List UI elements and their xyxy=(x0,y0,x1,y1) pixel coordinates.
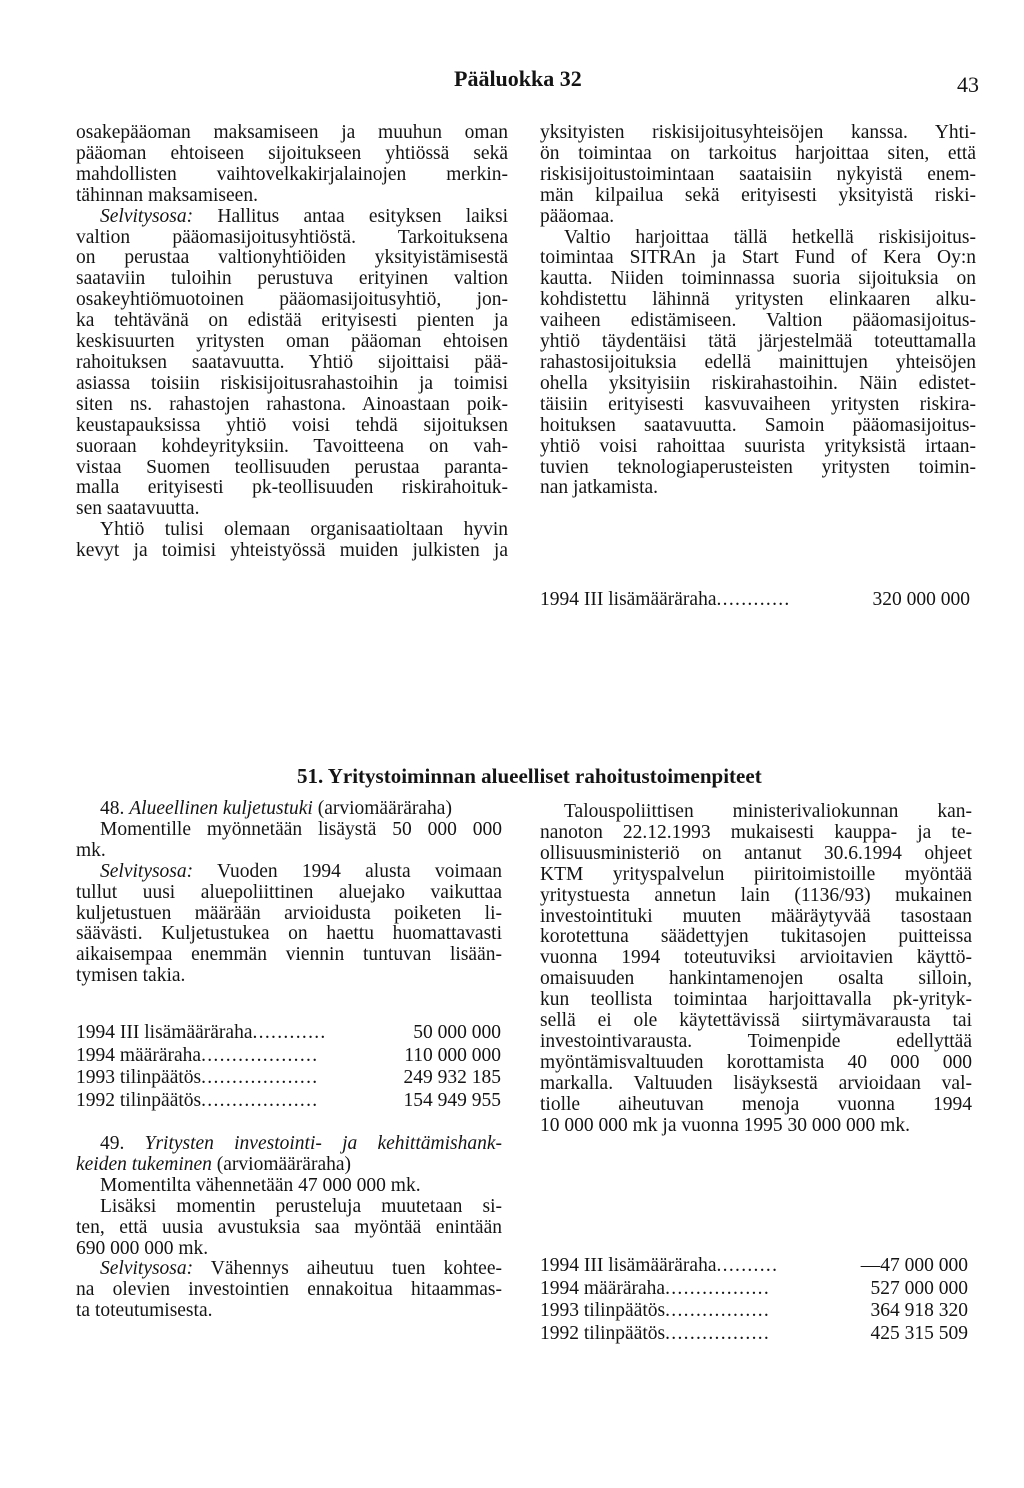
appropriation-row xyxy=(540,1278,968,1301)
appropriation-amount: 320 000 000 xyxy=(872,589,970,610)
appropriation-row xyxy=(76,1045,501,1068)
section-label: Selvitysosa: xyxy=(100,1258,194,1280)
text-line: sen saatavuutta. xyxy=(76,498,200,520)
text-line: pääoman ehtoiseen sijoitukseen yhtiössä sekä xyxy=(76,142,508,164)
text-line: Valtio harjoittaa tällä hetkellä riskisijoitus- xyxy=(564,226,976,248)
text-line: tymisen takia. xyxy=(76,965,186,987)
section-label: Selvitysosa: xyxy=(100,860,194,882)
text-line: ön toimintaa on tarkoitus harjoittaa siten, että xyxy=(540,142,976,164)
item-title xyxy=(76,1134,502,1176)
text-line: ohella yksityisiin riskirahastoihin. Näin edistet- xyxy=(540,372,976,394)
text-line: kuljetustuen määrään arvioidusta poiketen li- xyxy=(76,902,502,924)
paragraph xyxy=(540,802,972,1137)
text-line: on perustaa valtionyhtiöiden yksityistämisestä xyxy=(76,247,508,269)
text-line: osakepääoman maksamiseen ja muuhun oman xyxy=(76,122,508,143)
text-line: kautta. Niiden toiminnassa suoria sijoituksia on xyxy=(540,268,976,290)
text-line: KTM yrityspalvelun piiritoimistoille myöntää xyxy=(540,863,972,885)
text-line: hoituksen saatavuutta. Samoin pääomasijoitus- xyxy=(540,414,976,436)
item-title-text: Yritysten investointi- ja kehittämishank- xyxy=(144,1133,502,1154)
leader-dots: ................... xyxy=(201,1044,319,1066)
bottom-right-column xyxy=(540,802,972,1137)
page-header xyxy=(0,66,1024,96)
text-line: na olevien investointien ennakoitua hitaammas- xyxy=(76,1279,502,1301)
text-line: aikaisempaa enemmän viennin tuntuvan lisään- xyxy=(76,944,502,966)
paragraph xyxy=(76,1259,502,1322)
item-title-text: Alueellinen kuljetustuki xyxy=(129,798,313,819)
text-line: tiolle aiheutuvan menoja vuonna 1994 xyxy=(540,1093,972,1115)
text-line: investointivarausta. Toimenpide edellyttää xyxy=(540,1030,972,1052)
appropriation-table-49 xyxy=(540,1255,968,1345)
top-right-column xyxy=(540,123,976,499)
item-kind: (arviomääräraha) xyxy=(312,798,452,819)
text-line: vuonna 1994 toteutuviksi arvioitavien käyttö- xyxy=(540,947,972,969)
text-line xyxy=(76,799,502,820)
row-amount: 154 949 955 xyxy=(403,1089,501,1111)
row-label: 1993 tilinpäätös xyxy=(540,1300,666,1322)
text-line xyxy=(76,862,502,883)
text-line: asiassa toisiin riskisijoitusrahastoihin ja toimisi xyxy=(76,372,508,394)
text-line: mahdollisten vaihtovelkakirjalainojen merkin- xyxy=(76,163,508,185)
text-line xyxy=(76,1155,502,1176)
text-line: Yhtiö tulisi olemaan organisaatioltaan hyvin xyxy=(100,519,508,541)
item-number: 48. xyxy=(100,798,130,819)
text-line: korotettuna säädettyjen tukitasojen puitteissa xyxy=(540,926,972,948)
text-line: tuvien teknologiaperusteisten yritysten toimin- xyxy=(540,456,976,478)
row-amount: 110 000 000 xyxy=(404,1044,501,1066)
paragraph xyxy=(76,1197,502,1260)
appropriation-row xyxy=(540,1300,968,1323)
text-run: Vähennys aiheutuu tuen kohtee- xyxy=(193,1258,502,1280)
text-line: saataviin tuloihin perustuva erityinen valtion xyxy=(76,268,508,290)
row-label: 1994 III lisämääräraha xyxy=(76,1022,253,1043)
page-number: 43 xyxy=(957,72,979,97)
row-amount: 249 932 185 xyxy=(403,1067,501,1089)
text-line: yritystuesta annetun lain (1136/93) mukainen xyxy=(540,884,972,906)
item-title-text: keiden tukeminen xyxy=(76,1153,212,1175)
text-line: rahastosijoituksia edellä mainittujen yhteisöjen xyxy=(540,351,976,373)
text-line: sellä ei ole käytettävissä siirtymävarausta tai xyxy=(540,1010,972,1032)
text-line: 690 000 000 mk. xyxy=(76,1237,209,1259)
item-number: 49. xyxy=(100,1133,145,1154)
row-label: 1994 määräraha xyxy=(540,1277,666,1299)
paragraph xyxy=(540,228,976,500)
leader-dots: ................... xyxy=(201,1067,319,1089)
text-line: valtion pääomasijoitusyhtiöstä. Tarkoituksena xyxy=(76,226,508,248)
leader-dots: ............ xyxy=(716,589,791,610)
paragraph xyxy=(540,123,976,228)
row-amount: 425 315 509 xyxy=(870,1322,968,1344)
text-line: investointituki muuten määräytyvää tasostaan xyxy=(540,905,972,927)
text-line: yhtiö täydentäisi tätä järjestelmää toteuttamalla xyxy=(540,331,976,353)
appropriation-row xyxy=(540,589,970,612)
section-heading: 51. Yritystoiminnan alueelliset rahoitustoimenpiteet xyxy=(297,764,762,788)
leader-dots: ................... xyxy=(201,1089,319,1111)
leader-dots: ............ xyxy=(252,1022,327,1043)
item-kind: (arviomääräraha) xyxy=(211,1153,351,1175)
text-line: suoraan kohdeyrityksiin. Tavoitteena on vah- xyxy=(76,435,508,457)
item-48 xyxy=(76,799,502,987)
text-line xyxy=(76,1259,502,1280)
text-line: keskisuurten yritysten oman pääoman ehtoisen xyxy=(76,331,508,353)
appropriation-row xyxy=(76,1090,501,1113)
text-line: yksityisten riskisijoitusyhteisöjen kanssa. Yhti- xyxy=(540,122,976,143)
paragraph xyxy=(76,207,508,521)
row-amount: 50 000 000 xyxy=(413,1022,501,1043)
text-line: Momentilta vähennetään 47 000 000 mk. xyxy=(100,1174,421,1196)
item-49 xyxy=(76,1134,502,1322)
text-line xyxy=(76,207,508,228)
text-line: nan jatkamista. xyxy=(540,477,659,499)
running-head: Pääluokka 32 xyxy=(454,66,582,91)
appropriation-row xyxy=(76,1022,501,1045)
paragraph xyxy=(76,520,508,562)
text-line: riskisijoitustoimintaan saataisiin nykyistä enem- xyxy=(540,163,976,185)
appropriation-row xyxy=(540,1323,968,1346)
text-line: pääomaa. xyxy=(540,205,615,227)
row-label: 1992 tilinpäätös xyxy=(540,1322,666,1344)
appropriation-row xyxy=(540,1255,968,1278)
text-line: omaisuuden hankintamenojen osalta silloin, xyxy=(540,968,972,990)
text-run: Vuoden 1994 alusta voimaan xyxy=(193,860,502,882)
appropriation-line xyxy=(540,589,970,612)
item-title xyxy=(76,799,502,820)
text-line: ten, että uusia avustuksia saa myöntää enintään xyxy=(76,1216,502,1238)
leader-dots: .......... xyxy=(716,1255,779,1276)
text-line: kun teollista toimintaa harjoittavalla pk-yrityk- xyxy=(540,989,972,1011)
text-line: 10 000 000 mk ja vuonna 1995 30 000 000 mk. xyxy=(540,1114,910,1136)
text-run: Hallitus antaa esityksen laiksi xyxy=(193,205,508,227)
text-line: mk. xyxy=(76,839,106,861)
row-label: 1992 tilinpäätös xyxy=(76,1089,202,1111)
text-line: yhtiö voisi rahoittaa suurista yrityksistä irtaan- xyxy=(540,435,976,457)
row-label: 1994 III lisämääräraha xyxy=(540,1255,717,1276)
text-line: tähinnan maksamiseen. xyxy=(76,184,258,206)
text-line: män kilpailua sekä erityisesti yksityistä riski- xyxy=(540,184,976,206)
section-label: Selvitysosa: xyxy=(100,205,194,227)
row-label: 1993 tilinpäätös xyxy=(76,1067,202,1089)
text-line: täisiin erityisesti kasvuvaiheen yritysten riskira- xyxy=(540,393,976,415)
leader-dots: ................. xyxy=(665,1277,771,1299)
text-line: kohdistettu lähinnä yritysten elinkaaren alku- xyxy=(540,289,976,311)
text-line: Momentille myönnetään lisäystä 50 000 000 xyxy=(100,818,502,840)
text-line: ka tehtävänä on edistää erityisesti pienten ja xyxy=(76,310,508,332)
row-amount: 364 918 320 xyxy=(870,1300,968,1322)
paragraph xyxy=(76,862,502,987)
row-amount: 527 000 000 xyxy=(870,1277,968,1299)
text-line: säävästi. Kuljetustukea on haettu huomattavasti xyxy=(76,923,502,945)
top-left-column xyxy=(76,123,508,562)
text-line: ollisuusministeriö on antanut 30.6.1994 ohjeet xyxy=(540,842,972,864)
text-line: nanoton 22.12.1993 mukaisesti kauppa- ja te- xyxy=(540,821,972,843)
paragraph xyxy=(76,820,502,862)
paragraph xyxy=(76,1176,502,1197)
text-line: osakeyhtiömuotoinen pääomasijoitusyhtiö, jon- xyxy=(76,289,508,311)
text-line: siten ns. rahastojen rahastona. Ainoastaan poik- xyxy=(76,393,508,415)
appropriation-label: 1994 III lisämääräraha xyxy=(540,589,717,610)
text-line xyxy=(76,1134,502,1155)
appropriation-table-48 xyxy=(76,1022,501,1112)
leader-dots: ................. xyxy=(665,1322,771,1344)
text-line: myöntämisvaltuuden korottamista 40 000 000 xyxy=(540,1051,972,1073)
text-line: malla erityisesti pk-teollisuuden riskirahoituk- xyxy=(76,477,508,499)
text-line: kevyt ja toimisi yhteistyössä muiden julkisten ja xyxy=(76,540,508,562)
row-amount: —47 000 000 xyxy=(860,1255,968,1276)
text-line: Talouspoliittisen ministerivaliokunnan kan- xyxy=(564,801,972,822)
text-line: vaiheen edistämiseen. Valtion pääomasijoitus- xyxy=(540,310,976,332)
text-line: keustapauksissa yhtiö voisi tehdä sijoituksen xyxy=(76,414,508,436)
text-line: rahoituksen saatavuutta. Yhtiö sijoittaisi pää- xyxy=(76,351,508,373)
text-line: Lisäksi momentin perusteluja muutetaan si- xyxy=(100,1195,502,1217)
text-line: vistaa Suomen teollisuuden perustaa paranta- xyxy=(76,456,508,478)
row-label: 1994 määräraha xyxy=(76,1044,202,1066)
text-line: markalla. Valtuuden lisäyksestä arvioidaan val- xyxy=(540,1072,972,1094)
leader-dots: ................. xyxy=(665,1300,771,1322)
text-line: ta toteutumisesta. xyxy=(76,1300,213,1322)
paragraph xyxy=(76,123,508,207)
text-line: tullut uusi aluepoliittinen aluejako vaikuttaa xyxy=(76,881,502,903)
appropriation-row xyxy=(76,1067,501,1090)
text-line: toimintaa SITRAn ja Start Fund of Kera Oy:n xyxy=(540,247,976,269)
